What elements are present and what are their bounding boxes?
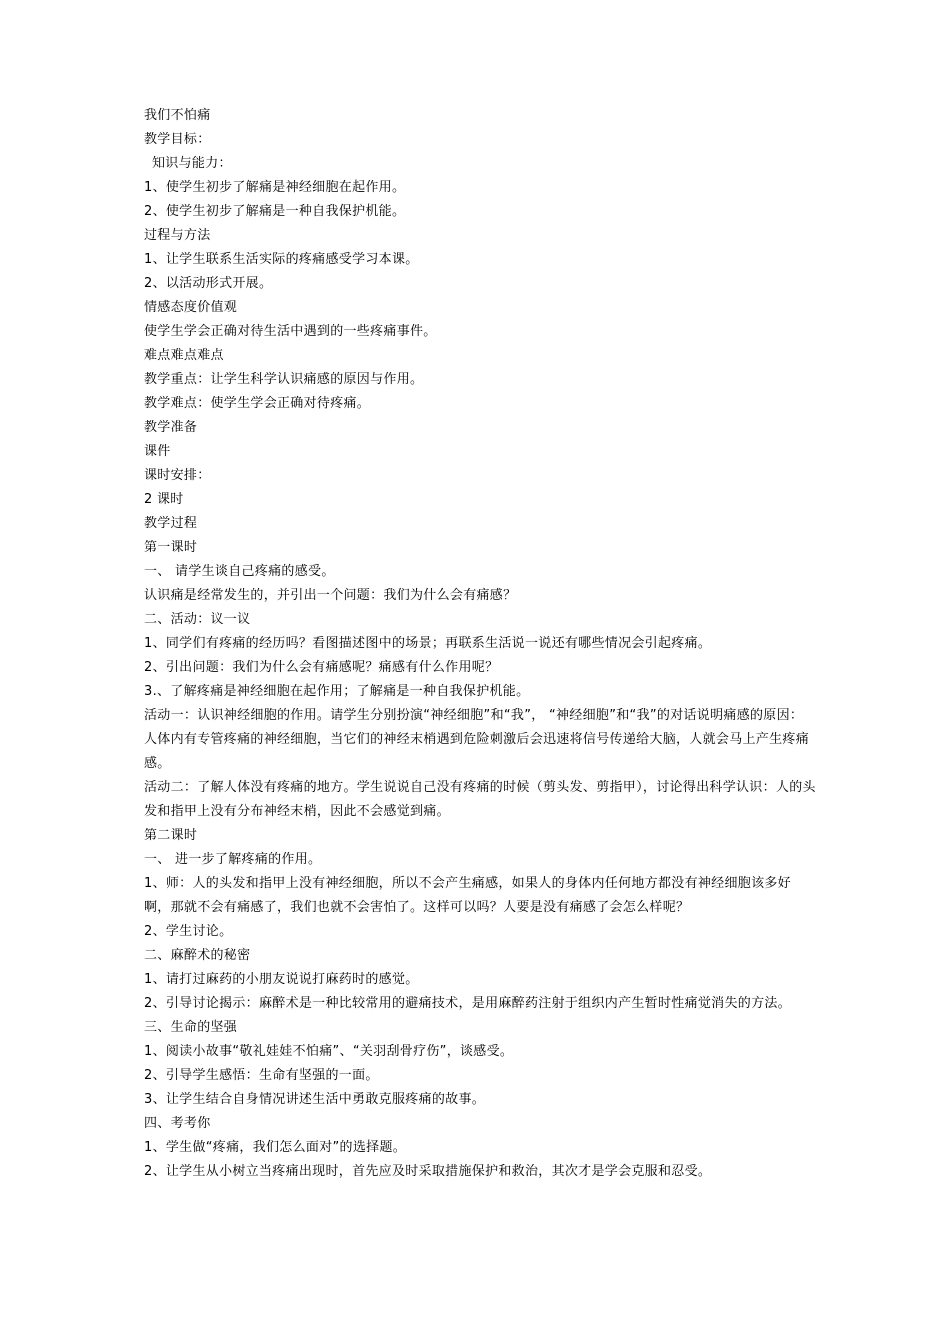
text-line: 一、 请学生谈自己疼痛的感受。 (144, 564, 335, 579)
text-line: 3.、了解疼痛是神经细胞在起作用；了解痛是一种自我保护机能。 (144, 684, 530, 699)
text-line: 3、让学生结合自身情况讲述生活中勇敢克服疼痛的故事。 (144, 1092, 486, 1107)
subheading-knowledge-ability: 知识与能力： (152, 156, 232, 171)
text-line: 1、阅读小故事“敬礼娃娃不怕痛”、“关羽刮骨疗伤”，谈感受。 (144, 1044, 514, 1059)
subheading-process-method: 过程与方法 (144, 228, 211, 243)
section-heading-key-points: 难点难点难点 (144, 348, 224, 363)
text-line: 二、麻醉术的秘密 (144, 948, 251, 963)
subheading-lesson-two: 第二课时 (144, 828, 198, 843)
text-line: 1、同学们有疼痛的经历吗？看图描述图中的场景；再联系生活说一说还有哪些情况会引起疼痛。 (144, 636, 712, 651)
text-line: 2、引出问题：我们为什么会有痛感呢？痛感有什么作用呢？ (144, 660, 499, 675)
text-line: 二、活动：议一议 (144, 612, 251, 627)
text-line: 2、让学生从小树立当疼痛出现时，首先应及时采取措施保护和救治，其次才是学会克服和忍受。 (144, 1164, 712, 1179)
subheading-lesson-one: 第一课时 (144, 540, 198, 555)
text-line: 1、学生做“疼痛，我们怎么面对”的选择题。 (144, 1140, 407, 1155)
text-paragraph: 活动一：认识神经细胞的作用。请学生分别扮演“神经细胞”和“我”， “神经细胞”和“我”的对话说明痛感的原因：人体内有专管疼痛的神经细胞，当它们的神经末梢遇到危险刺激后会迅速将信号传递给大脑，人就会马上产生疼痛感。 (144, 708, 810, 771)
text-line: 1、使学生初步了解痛是神经细胞在起作用。 (144, 180, 406, 195)
section-heading-process: 教学过程 (144, 516, 198, 531)
text-paragraph: 1、师：人的头发和指甲上没有神经细胞，所以不会产生痛感，如果人的身体内任何地方都没有神经细胞该多好啊，那就不会有痛感了，我们也就不会害怕了。这样可以吗？人要是没有痛感了会怎么样呢？ (144, 876, 791, 915)
text-line: 教学重点：让学生科学认识痛感的原因与作用。 (144, 372, 424, 387)
text-line: 一、 进一步了解疼痛的作用。 (144, 852, 322, 867)
section-heading-schedule: 课时安排： (144, 468, 211, 483)
document-title: 我们不怕痛 (144, 108, 211, 123)
section-heading-teaching-goals: 教学目标： (144, 132, 211, 147)
text-line: 1、请打过麻药的小朋友说说打麻药时的感觉。 (144, 972, 419, 987)
section-heading-preparation: 教学准备 (144, 420, 198, 435)
text-line: 三、生命的坚强 (144, 1020, 238, 1035)
text-line: 2、使学生初步了解痛是一种自我保护机能。 (144, 204, 406, 219)
text-line: 四、考考你 (144, 1116, 211, 1131)
text-line: 使学生学会正确对待生活中遇到的一些疼痛事件。 (144, 324, 437, 339)
text-line: 2 课时 (144, 492, 184, 507)
text-paragraph: 活动二：了解人体没有疼痛的地方。学生说说自己没有疼痛的时候（剪头发、剪指甲），讨论得出科学认识：人的头发和指甲上没有分布神经末梢，因此不会感觉到痛。 (144, 780, 816, 819)
text-line: 认识痛是经常发生的，并引出一个问题：我们为什么会有痛感？ (144, 588, 517, 603)
subheading-emotion-values: 情感态度价值观 (144, 300, 238, 315)
text-line: 课件 (144, 444, 171, 459)
text-line: 2、引导学生感悟：生命有坚强的一面。 (144, 1068, 379, 1083)
text-line: 1、让学生联系生活实际的疼痛感受学习本课。 (144, 252, 419, 267)
text-line: 2、学生讨论。 (144, 924, 233, 939)
text-line: 2、以活动形式开展。 (144, 276, 273, 291)
text-paragraph: 2、引导讨论揭示：麻醉术是一种比较常用的避痛技术，是用麻醉药注射于组织内产生暂时性痛觉消失的方法。 (144, 996, 791, 1011)
text-line: 教学难点：使学生学会正确对待疼痛。 (144, 396, 371, 411)
document-page (144, 104, 816, 1184)
